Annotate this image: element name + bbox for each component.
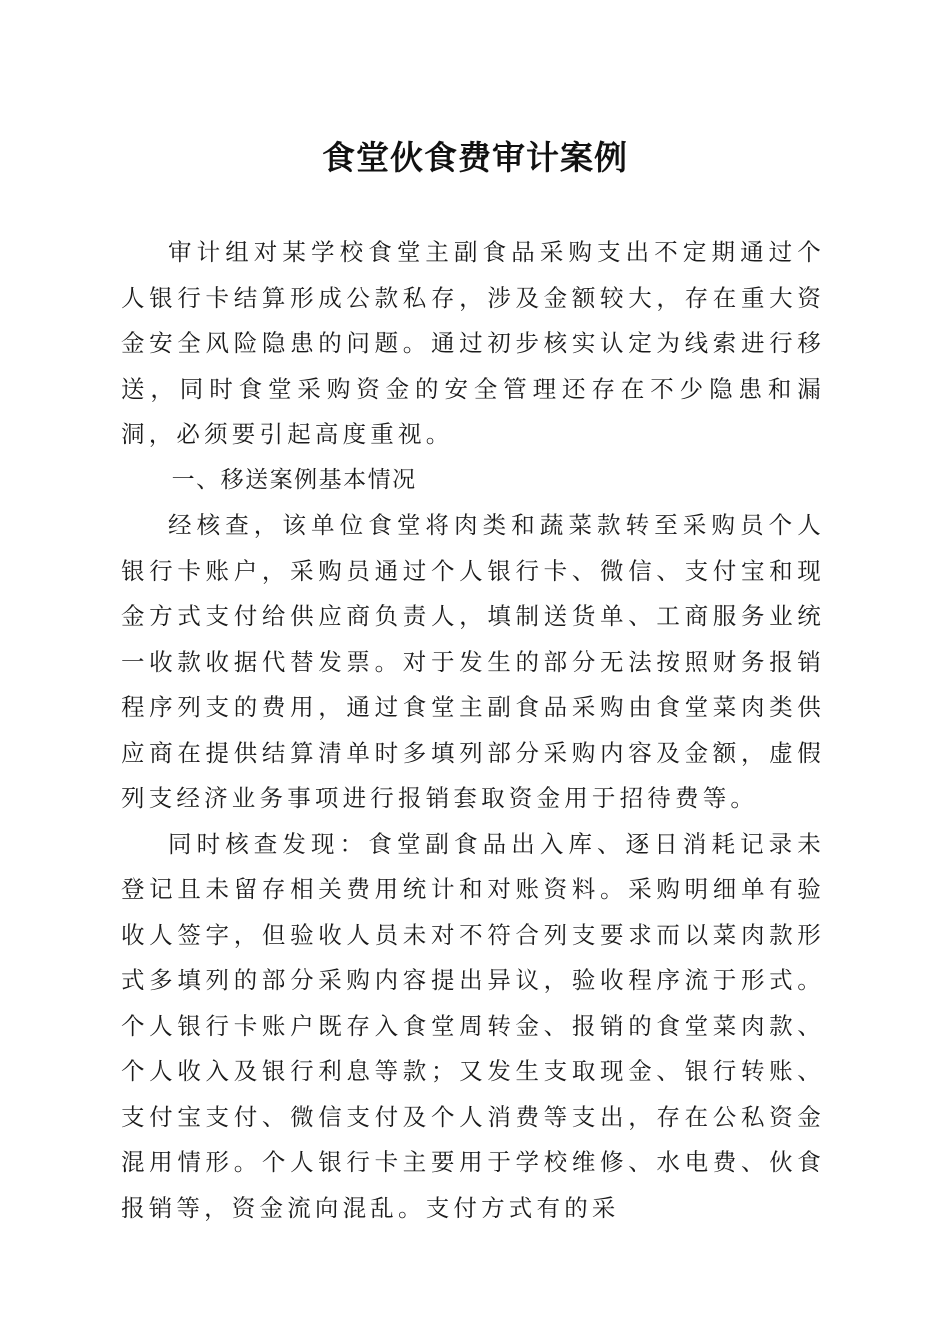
section-paragraph: 经核查，该单位食堂将肉类和蔬菜款转至采购员个人银行卡账户，采购员通过个人银行卡、微信、支付宝和现金方式支付给供应商负责人，填制送货单、工商服务业统一收款收据代替发票。对于发生的部分无法按照财务报销程序列支的费用，通过食堂主副食品采购由食堂菜肉类供应商在提供结算清单时多填列部分采购内容及金额，虚假列支经济业务事项进行报销套取资金用于招待费等。 xyxy=(121,511,825,812)
intro-paragraph: 审计组对某学校食堂主副食品采购支出不定期通过个人银行卡结算形成公款私存，涉及金额较大，存在重大资金安全风险隐患的问题。通过初步核实认定为线索进行移送，同时食堂采购资金的安全管理还存在不少隐患和漏洞，必须要引起高度重视。 xyxy=(121,238,825,448)
section-paragraph: 同时核查发现：食堂副食品出入库、逐日消耗记录未登记且未留存相关费用统计和对账资料。采购明细单有验收人签字，但验收人员未对不符合列支要求而以菜肉款形式多填列的部分采购内容提出异议，验收程序流于形式。个人银行卡账户既存入食堂周转金、报销的食堂菜肉款、个人收入及银行利息等款；又发生支取现金、银行转账、支付宝支付、微信支付及个人消费等支出，存在公私资金混用情形。个人银行卡主要用于学校维修、水电费、伙食报销等，资金流向混乱。支付方式有的采 xyxy=(121,829,825,1222)
document-title: 食堂伙食费审计案例 xyxy=(322,138,628,177)
section-heading: 一、移送案例基本情况 xyxy=(171,466,417,493)
document-body xyxy=(121,230,825,1231)
